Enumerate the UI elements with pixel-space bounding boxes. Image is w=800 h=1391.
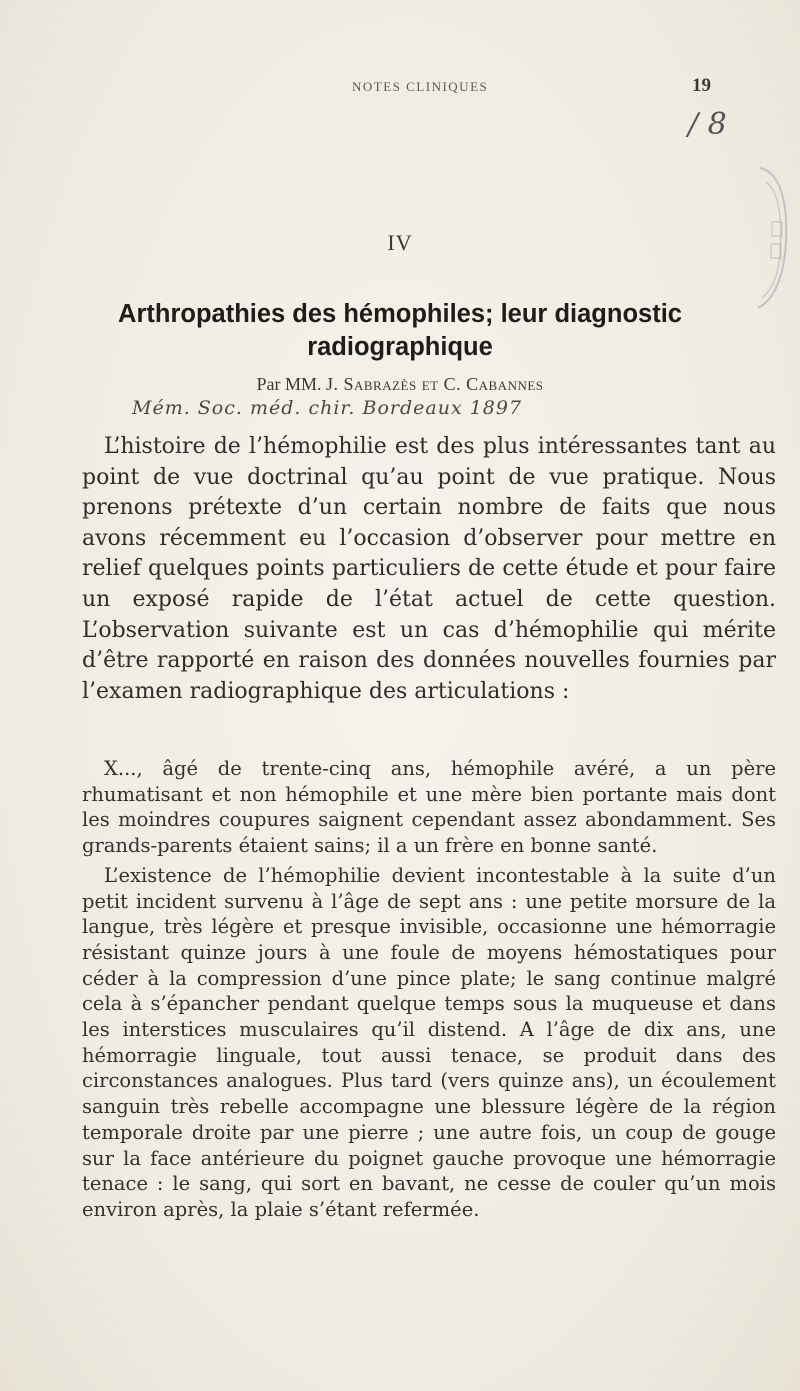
running-title: NOTES CLINIQUES [352, 79, 489, 94]
case-report-text [82, 756, 776, 1227]
section-number: IV [387, 230, 413, 255]
paragraph: L’histoire de l’hémophilie est des plus intéressantes tant au point de vue doctrinal qu’au point de vue pratique. Nous prenons prétexte d’un certain nombre de faits que nous avons récemment eu l’occasion d’observer pour mettre en relief quelques points particuliers de cette étude et pour faire un exposé rapide de l’état actuel de cette question. L’observation suivante est un cas d’hémophilie qui mérite d’être rapporté en raison des données nouvelles fournies par l’examen radiographique des articulations : [82, 434, 776, 704]
article-title: Arthropathies des hémophiles; leur diagnostic radiographique [118, 300, 682, 361]
introduction-text [82, 432, 776, 707]
running-header [0, 75, 800, 103]
case-paragraph: L’existence de l’hémophilie devient incontestable à la suite d’un petit incident survenu à l’âge de sept ans : une petite morsure de la langue, très légère et presque invisible, occasionne une hémorragie résistant quinze jours à une foule de moyens hémostatiques pour céder à la compression d’une pince plate; le sang continue malgré cela à s’épancher pendant quelque temps sous la muqueuse et dans les interstices musculaires qu’il distend. A l’âge de dix ans, une hémorragie linguale, tout aussi tenace, se produit dans des circonstances analogues. Plus tard (vers quinze ans), un écoulement sanguin très rebelle accompagne une blessure légère de la région temporale droite par une pierre ; une autre fois, un coup de gouge sur la face antérieure du poignet gauche provoque une hémorragie tenace : le sang, qui sort en bavant, ne cesse de couler qu’un mois environ après, la plaie s’étant refermée. [82, 863, 776, 1221]
authors-prefix: Par MM. [256, 374, 322, 394]
authors-names: J. Sabrazès et C. Cabannes [325, 374, 544, 394]
handwritten-reference-note: Mém. Soc. méd. chir. Bordeaux 1897 [132, 397, 523, 419]
page-number: 19 [692, 75, 711, 96]
case-paragraph: X..., âgé de trente-cinq ans, hémophile avéré, a un père rhumatisant et non hémophile et une mère bien portante mais dont les moindres coupures saignent cependant assez abondamment. Ses grands-parents étaient sains; il a un frère en bonne santé. [82, 757, 776, 858]
authors-line [0, 374, 800, 395]
handwritten-page-mark: / 8 [688, 107, 727, 142]
